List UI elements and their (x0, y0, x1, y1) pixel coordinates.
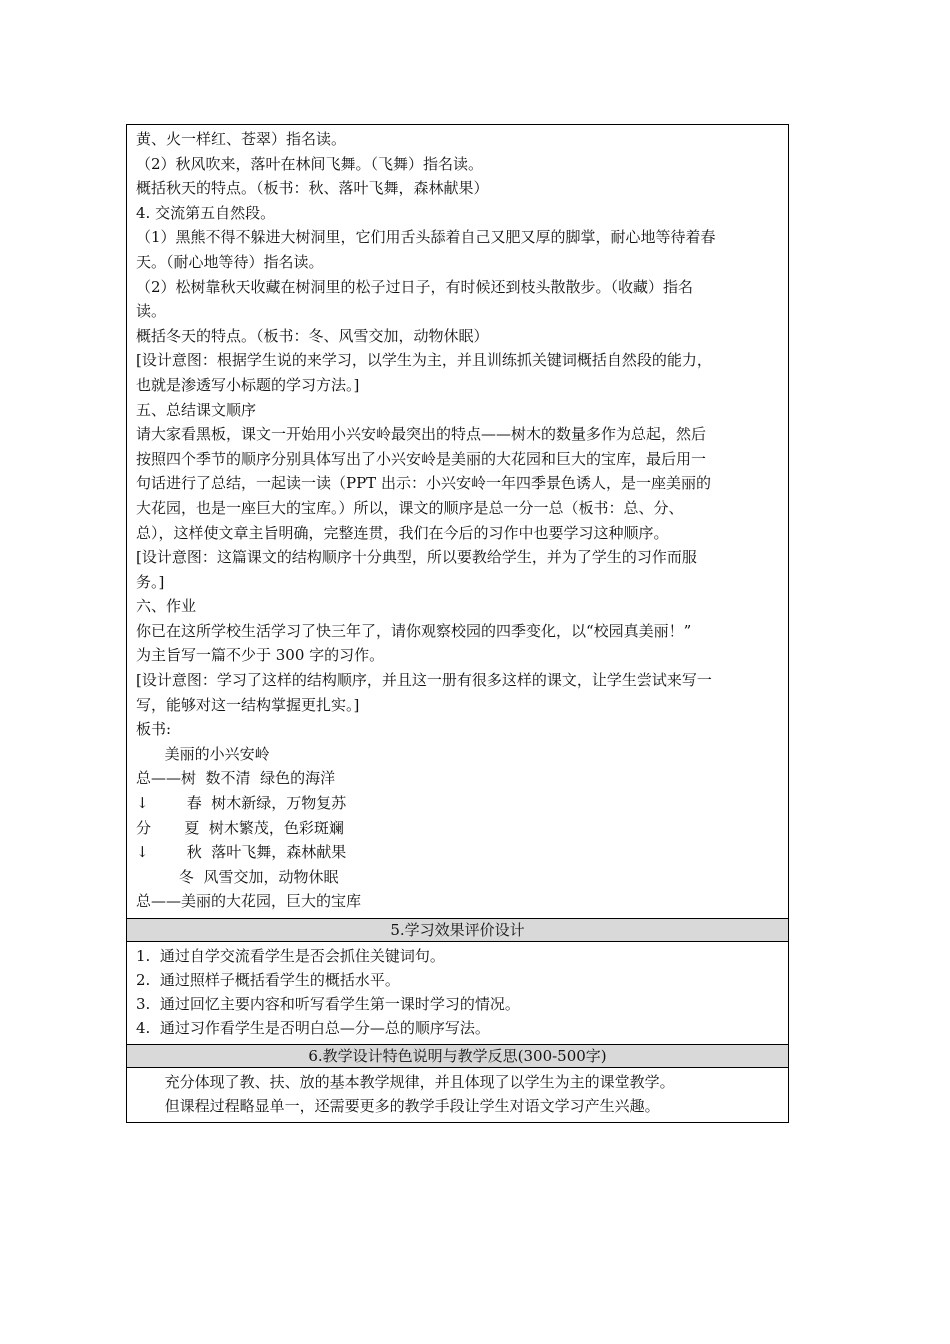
teaching-process-cell (127, 125, 789, 919)
text-line: （2）秋风吹来，落叶在林间飞舞。（飞舞）指名读。 (136, 154, 484, 173)
text-line: （2）松树靠秋天收藏在树洞里的松子过日子，有时候还到枝头散散步。（收藏）指名 (136, 277, 694, 296)
text-line: 五、总结课文顺序 (136, 400, 257, 419)
lesson-plan-table-wrapper (126, 124, 789, 1123)
text-line: 按照四个季节的顺序分别具体写出了小兴安岭是美丽的大花园和巨大的宝库，最后用一 (136, 449, 707, 468)
text-line: 总——美丽的大花园，巨大的宝库 (136, 892, 362, 911)
teaching-process-content (127, 125, 788, 918)
section6-header: 6.教学设计特色说明与教学反思(300-500字) (127, 1045, 789, 1068)
text-line: 读。 (136, 302, 167, 321)
text-line: 板书: (136, 720, 172, 739)
reflection-content (127, 1068, 788, 1122)
text-line: （1）黑熊不得不躲进大树洞里，它们用舌头舔着自己又肥又厚的脚掌，耐心地等待着春 (136, 228, 716, 247)
text-line: 写，能够对这一结构掌握更扎实。] (136, 695, 360, 714)
text-line: 概括冬天的特点。（板书：冬、风雪交加，动物休眠） (136, 326, 489, 345)
lesson-plan-table (126, 124, 789, 1123)
evaluation-cell (127, 942, 789, 1045)
text-line: [设计意图：这篇课文的结构顺序十分典型，所以要教给学生，并为了学生的习作而服 (136, 548, 697, 567)
evaluation-item: 4. 通过习作看学生是否明白总—分—总的顺序写法。 (136, 1019, 490, 1037)
text-line: 4. 交流第五自然段。 (136, 203, 276, 222)
text-line: 六、作业 (136, 597, 197, 616)
text-line: 句话进行了总结，一起读一读（PPT 出示：小兴安岭一年四季景色诱人，是一座美丽的 (136, 474, 711, 493)
text-line: 请大家看黑板，课文一开始用小兴安岭最突出的特点——树木的数量多作为总起，然后 (136, 425, 707, 444)
text-line: 你已在这所学校生活学习了快三年了，请你观察校园的四季变化，以“校园真美丽！” (136, 621, 692, 640)
text-line: 美丽的小兴安岭 (136, 744, 270, 763)
text-line: 务。] (136, 572, 165, 591)
reflection-line: 但课程过程略显单一，还需要更多的教学手段让学生对语文学习产生兴趣。 (136, 1097, 660, 1115)
text-line: ↓ 春 树木新绿，万物复苏 (136, 794, 347, 813)
text-line: 总），这样使文章主旨明确，完整连贯，我们在今后的习作中也要学习这种顺序。 (136, 523, 669, 542)
text-line: ↓ 秋 落叶飞舞，森林献果 (136, 843, 347, 862)
evaluation-content (127, 942, 788, 1044)
reflection-line: 充分体现了教、扶、放的基本教学规律，并且体现了以学生为主的课堂教学。 (136, 1073, 675, 1091)
reflection-cell (127, 1068, 789, 1123)
section5-header: 5.学习效果评价设计 (127, 919, 789, 942)
text-line: 为主旨写一篇不少于 300 字的习作。 (136, 646, 385, 665)
evaluation-item: 1. 通过自学交流看学生是否会抓住关键词句。 (136, 947, 445, 965)
text-line: [设计意图：根据学生说的来学习，以学生为主，并且训练抓关键词概括自然段的能力， (136, 351, 712, 370)
text-line: 天。（耐心地等待）指名读。 (136, 252, 324, 271)
evaluation-item: 3. 通过回忆主要内容和听写看学生第一课时学习的情况。 (136, 995, 520, 1013)
text-line: 分 夏 树木繁茂，色彩斑斓 (136, 818, 344, 837)
text-line: 冬 风雪交加，动物休眠 (136, 867, 339, 886)
text-line: 大花园，也是一座巨大的宝库。）所以，课文的顺序是总一分一总（板书：总、分、 (136, 498, 684, 517)
text-line: 黄、火一样红、苍翠）指名读。 (136, 130, 347, 148)
text-line: 也就是渗透写小标题的学习方法。] (136, 375, 360, 394)
text-line: 概括秋天的特点。（板书：秋、落叶飞舞，森林献果） (136, 179, 489, 198)
text-line: 总——树 数不清 绿色的海洋 (136, 769, 336, 788)
text-line: [设计意图：学习了这样的结构顺序，并且这一册有很多这样的课文，让学生尝试来写一 (136, 671, 712, 690)
evaluation-item: 2. 通过照样子概括看学生的概括水平。 (136, 971, 400, 989)
